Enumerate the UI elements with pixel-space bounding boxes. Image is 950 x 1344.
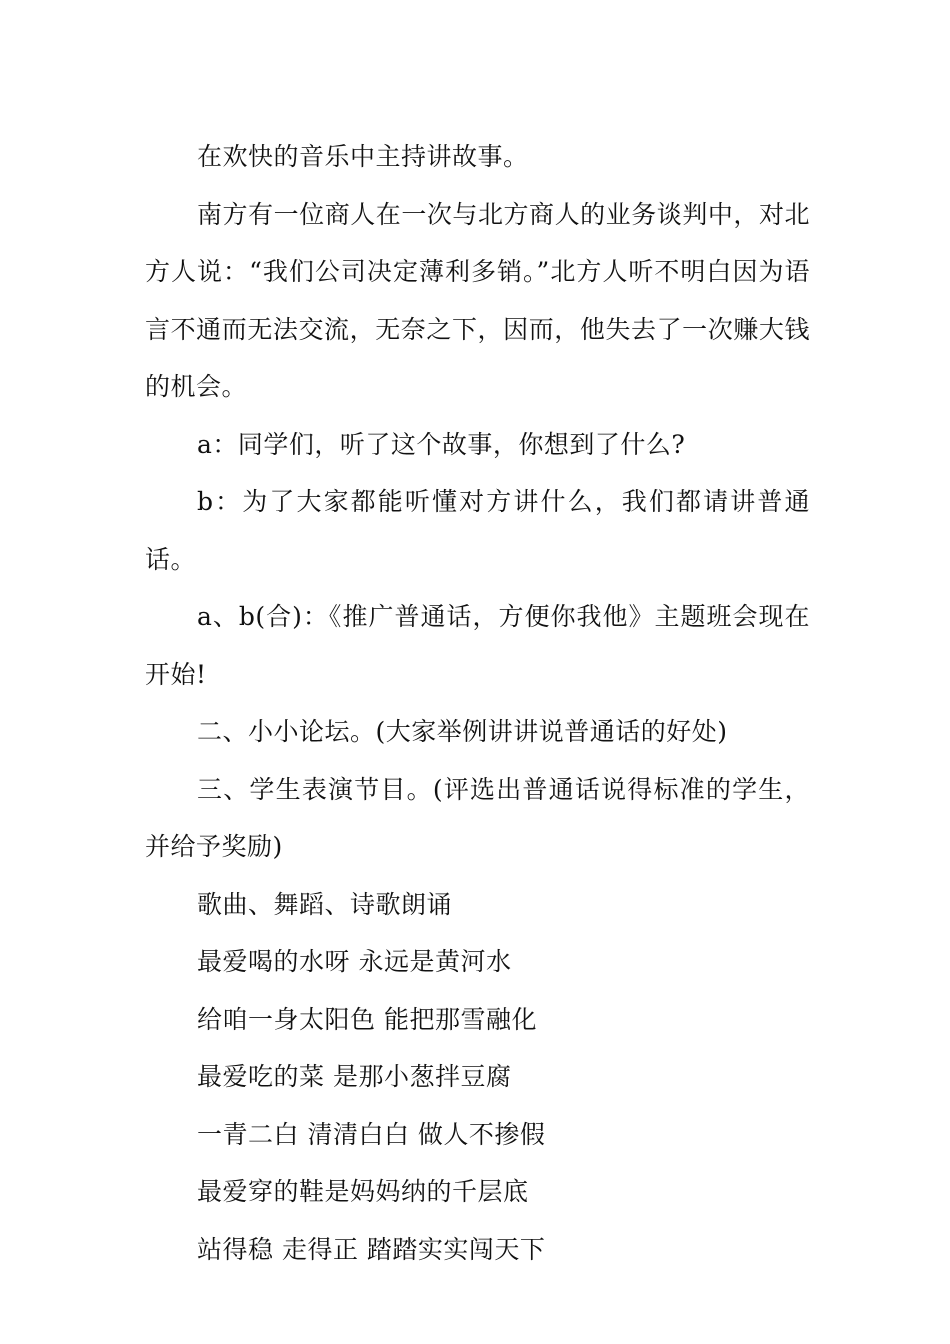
paragraph-intro: 在欢快的音乐中主持讲故事。 bbox=[197, 142, 529, 171]
paragraph-story: 南方有一位商人在一次与北方商人的业务谈判中，对北方人说：“我们公司决定薄利多销。”北方人听不明白因为语言不通而无法交流，无奈之下，因而，他失去了一次赚大钱的机会。 bbox=[145, 199, 810, 401]
paragraph-opening: a、b(合)：《推广普通话，方便你我他》主题班会现在开始! bbox=[145, 602, 810, 689]
lyric-line-2: 给咱一身太阳色 能把那雪融化 bbox=[197, 1004, 537, 1034]
lyric-line-3: 最爱吃的菜 是那小葱拌豆腐 bbox=[197, 1062, 512, 1091]
lyric-line-1: 最爱喝的水呀 永远是黄河水 bbox=[197, 947, 512, 976]
paragraph-host-b-answer: b：为了大家都能听懂对方讲什么，我们都请讲普通话。 bbox=[145, 487, 810, 574]
paragraph-program-list: 歌曲、舞蹈、诗歌朗诵 bbox=[197, 889, 453, 919]
lyric-line-6: 站得稳 走得正 踏踏实实闯天下 bbox=[197, 1234, 546, 1264]
lyric-line-5: 最爱穿的鞋是妈妈纳的千层底 bbox=[197, 1177, 529, 1206]
lyric-line-4: 一青二白 清清白白 做人不掺假 bbox=[197, 1119, 546, 1149]
document-body bbox=[145, 128, 810, 1278]
paragraph-forum: 二、小小论坛。(大家举例讲讲说普通话的好处) bbox=[197, 717, 728, 746]
paragraph-performance: 三、学生表演节目。(评选出普通话说得标准的学生，并给予奖励) bbox=[145, 774, 810, 861]
paragraph-host-a-question: a：同学们，听了这个故事，你想到了什么? bbox=[197, 429, 686, 459]
